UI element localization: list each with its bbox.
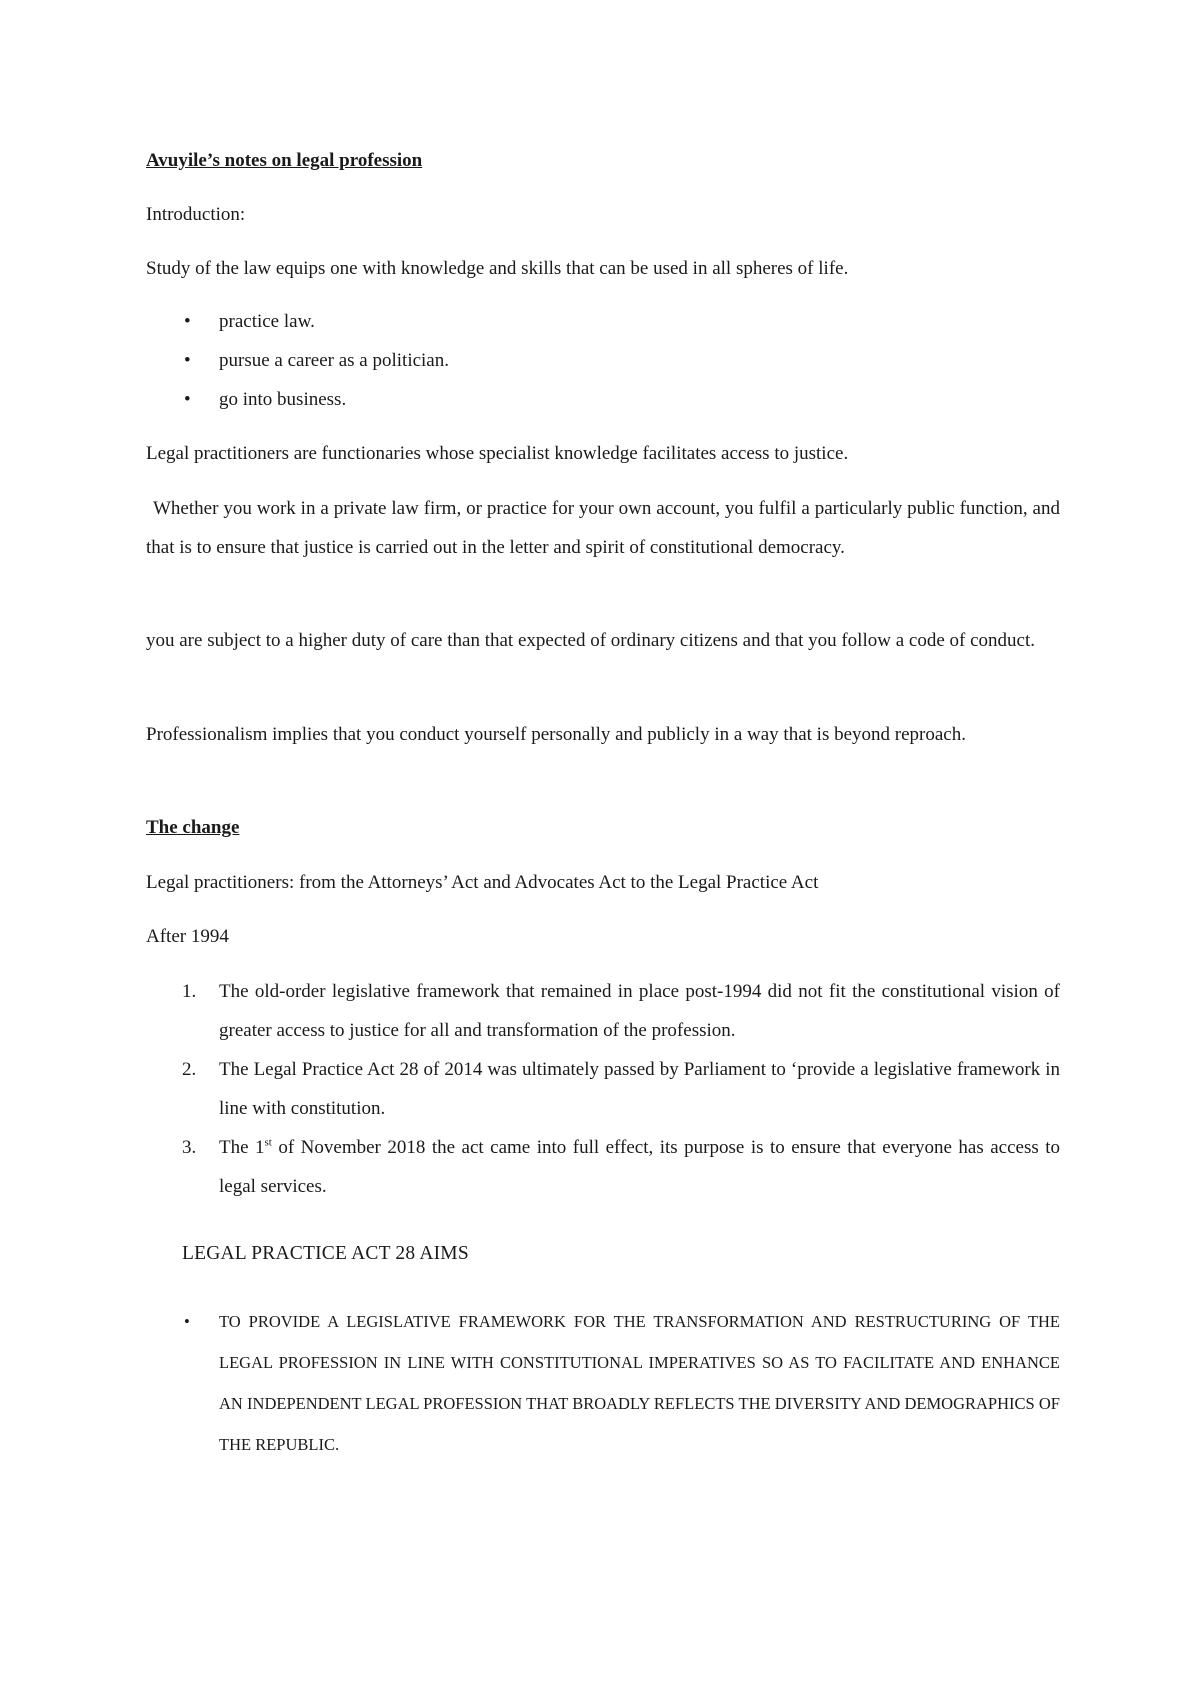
bullet-icon: • [184,311,191,332]
paragraph-functionaries: Legal practitioners are functionaries whose specialist knowledge facilitates access to justice. [146,443,849,464]
list-item [146,1050,1060,1128]
list-item [146,1301,1060,1465]
list-item [146,1128,1060,1206]
career-option-text: go into business. [219,389,347,410]
bullet-icon: • [184,350,191,371]
list-item [146,972,1060,1050]
list-item [146,302,1060,341]
paragraph-duty-of-care: you are subject to a higher duty of care than that expected of ordinary citizens and that you follow a code of conduct. [146,630,1035,651]
aim-text: TO PROVIDE A LEGISLATIVE FRAMEWORK FOR THE TRANSFORMATION AND RESTRUCTURING OF THE LEGAL PROFESSION IN LINE WITH CONSTITUTIONAL IMPERATIVES SO AS TO FACILITATE AND ENHANCE AN INDEPENDENT LEGAL PROFESSION THAT BROADLY REFLECTS THE DIVERSITY AND DEMOGRAPHICS OF THE REPUBLIC. [219,1312,1060,1454]
paragraph-public-function: Whether you work in a private law firm, or practice for your own account, you fulfil a particularly public function, and that is to ensure that justice is carried out in the letter and spirit of constitutional democracy. [146,498,1060,558]
intro-label: Introduction: [146,204,246,225]
paragraph-professionalism: Professionalism implies that you conduct yourself personally and publicly in a way that is beyond reproach. [146,724,966,745]
document-title: Avuyile’s notes on legal profession [146,150,423,171]
ordinal-superscript: st [264,1136,272,1149]
aims-list [146,1301,1060,1465]
after-1994-label: After 1994 [146,926,229,947]
change-point-text: The Legal Practice Act 28 of 2014 was ultimately passed by Parliament to ‘provide a legislative framework in line with constitution. [219,1059,1060,1119]
aims-heading: LEGAL PRACTICE ACT 28 AIMS [182,1243,469,1264]
bullet-icon: • [184,1312,190,1331]
change-point-text-end: of November 2018 the act came into full effect, its purpose is to ensure that everyone has access to legal services. [219,1137,1060,1197]
intro-text: Study of the law equips one with knowledge and skills that can be used in all spheres of life. [146,258,849,279]
change-subtitle: Legal practitioners: from the Attorneys’ Act and Advocates Act to the Legal Practice Act [146,872,819,893]
change-points-list [146,972,1060,1206]
list-number: 1. [182,981,197,1002]
career-options-list [146,302,1060,419]
career-option-text: practice law. [219,311,315,332]
change-point-text-start: The 1 [219,1137,265,1158]
change-point-text: The old-order legislative framework that remained in place post-1994 did not fit the constitutional vision of greater access to justice for all and transformation of the profession. [219,981,1060,1041]
career-option-text: pursue a career as a politician. [219,350,449,371]
list-number: 2. [182,1059,197,1080]
bullet-icon: • [184,389,191,410]
list-item [146,380,1060,419]
list-item [146,341,1060,380]
list-number: 3. [182,1137,197,1158]
section-heading-change: The change [146,817,240,838]
